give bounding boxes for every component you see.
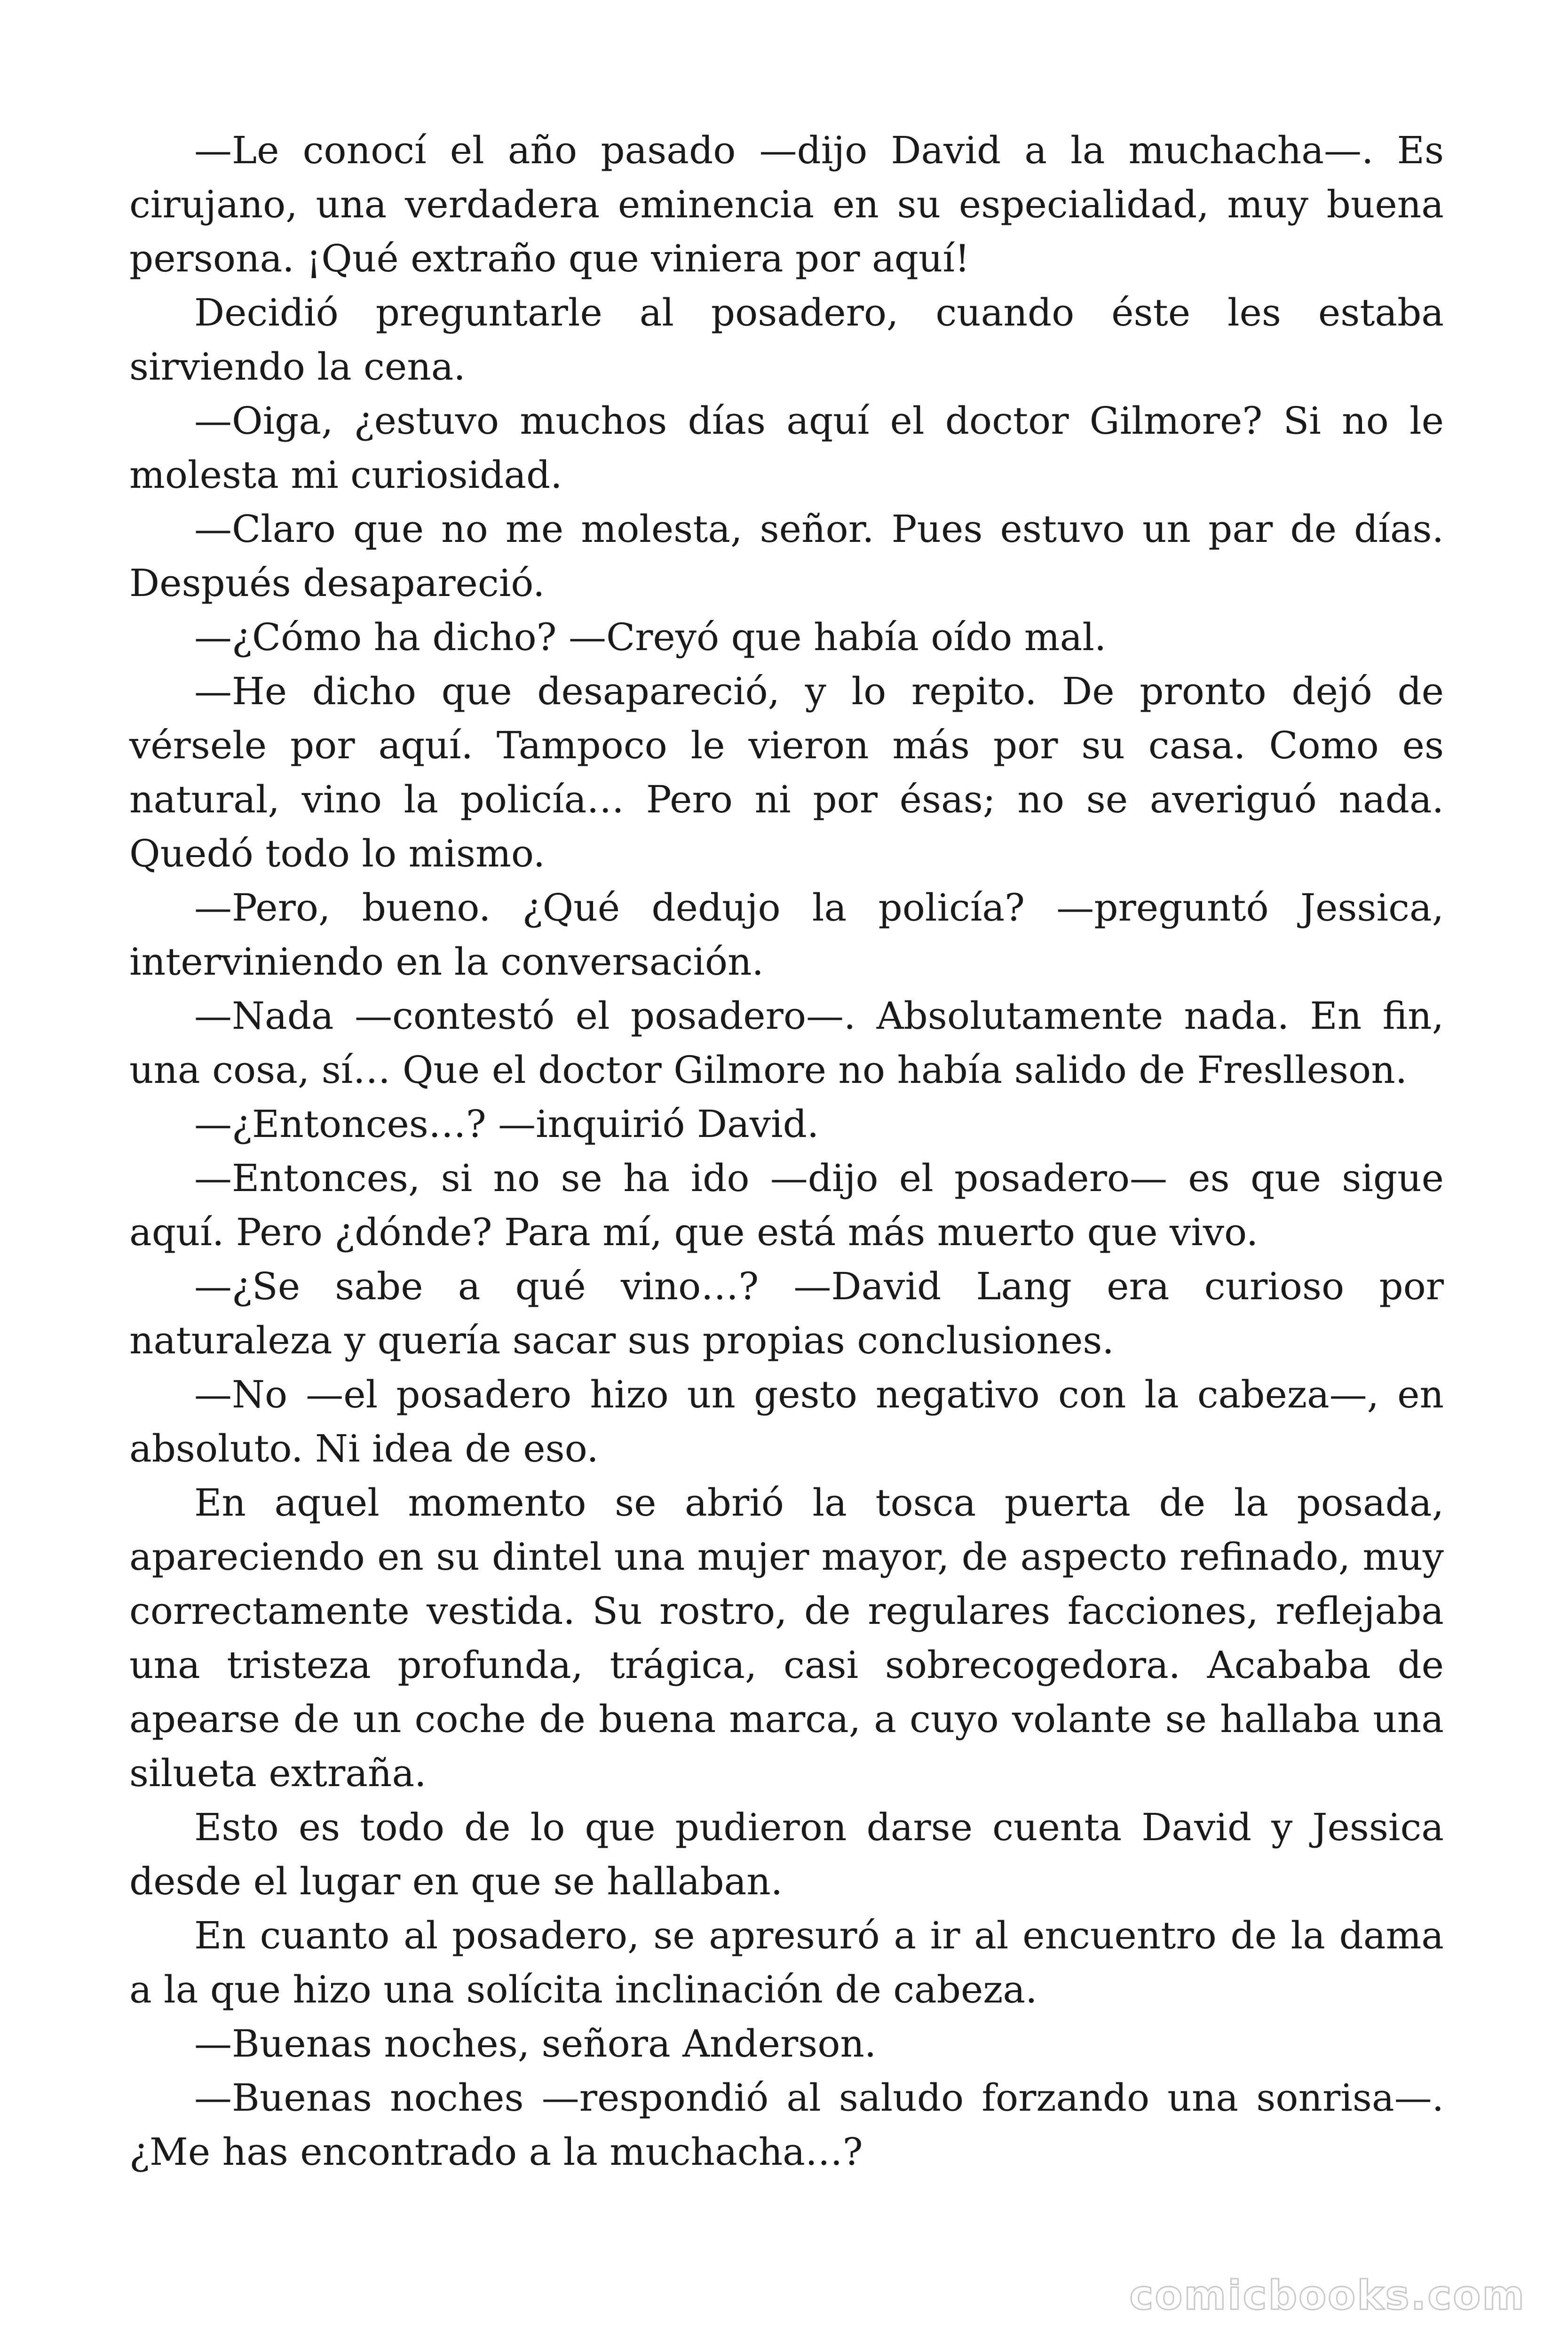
paragraph: En aquel momento se abrió la tosca puerta de la posada, apareciendo en su dintel una mujer mayor, de aspecto refinado, muy correctamente vestida. Su rostro, de regulares facciones, reflejaba una tristeza profunda, trágica, casi sobrecogedora. Acababa de apearse de un coche de buena marca, a cuyo volante se hallaba una silueta extraña. — [129, 1481, 1444, 1795]
paragraph: —Buenas noches, señora Anderson. — [194, 2022, 877, 2066]
paragraph: Decidió preguntarle al posadero, cuando éste les estaba sirviendo la cena. — [129, 291, 1444, 389]
book-page — [129, 0, 1444, 2352]
paragraph: —Oiga, ¿estuvo muchos días aquí el doctor Gilmore? Si no le molesta mi curiosidad. — [129, 399, 1444, 497]
watermark: comicbooks.com — [1129, 2272, 1526, 2319]
paragraph: —¿Se sabe a qué vino…? —David Lang era curioso por naturaleza y quería sacar sus propias conclusiones. — [129, 1264, 1444, 1362]
paragraph: —No —el posadero hizo un gesto negativo con la cabeza—, en absoluto. Ni idea de eso. — [129, 1373, 1444, 1470]
paragraph: —Nada —contestó el posadero—. Absolutamente nada. En fin, una cosa, sí… Que el doctor Gilmore no había salido de Freslleson. — [129, 994, 1444, 1092]
paragraph: En cuanto al posadero, se apresuró a ir al encuentro de la dama a la que hizo una solícita inclinación de cabeza. — [129, 1914, 1444, 2011]
paragraph: —¿Entonces…? —inquirió David. — [194, 1102, 819, 1146]
paragraph: —He dicho que desapareció, y lo repito. De pronto dejó de vérsele por aquí. Tampoco le vieron más por su casa. Como es natural, vino la policía… Pero ni por ésas; no se averiguó nada. Quedó todo lo mismo. — [129, 669, 1444, 875]
paragraph: —¿Cómo ha dicho? —Creyó que había oído mal. — [194, 615, 1107, 659]
body-text — [129, 123, 1444, 2179]
paragraph: —Le conocí el año pasado —dijo David a la muchacha—. Es cirujano, una verdadera eminencia en su especialidad, muy buena persona. ¡Qué extraño que viniera por aquí! — [129, 128, 1444, 280]
paragraph: Esto es todo de lo que pudieron darse cuenta David y Jessica desde el lugar en que se hallaban. — [129, 1805, 1444, 1903]
paragraph: —Entonces, si no se ha ido —dijo el posadero— es que sigue aquí. Pero ¿dónde? Para mí, que está más muerto que vivo. — [129, 1156, 1444, 1254]
paragraph: —Claro que no me molesta, señor. Pues estuvo un par de días. Después desapareció. — [129, 507, 1444, 605]
paragraph: —Pero, bueno. ¿Qué dedujo la policía? —preguntó Jessica, interviniendo en la conversación. — [129, 886, 1444, 984]
paragraph: —Buenas noches —respondió al saludo forzando una sonrisa—. ¿Me has encontrado a la muchacha…? — [129, 2076, 1444, 2174]
